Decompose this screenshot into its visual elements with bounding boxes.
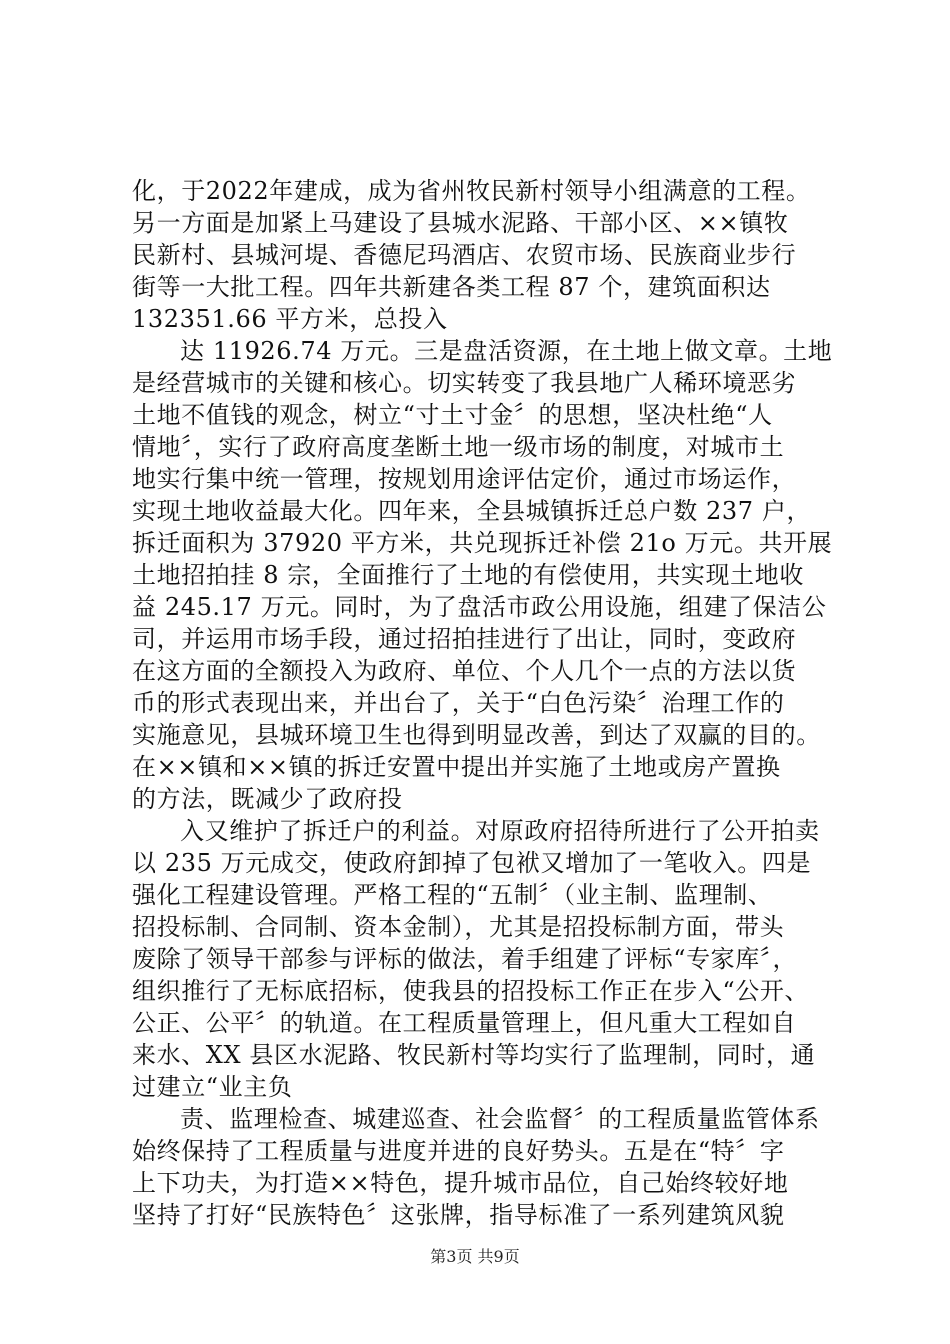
text-line: 132351.66 平方米，总投入 (132, 305, 448, 333)
text-line: 化，于2022年建成，成为省州牧民新村领导小组满意的工程。 (132, 177, 811, 205)
text-line: 土地招拍挂 8 宗，全面推行了土地的有偿使用，共实现土地收 (132, 561, 804, 589)
paragraph-start-line: 入又维护了拆迁户的利益。对原政府招待所进行了公开拍卖 (180, 817, 820, 845)
paragraph-start-line: 达 11926.74 万元。三是盘活资源，在土地上做文章。土地 (180, 337, 833, 365)
text-line: 街等一大批工程。四年共新建各类工程 87 个，建筑面积达 (132, 273, 771, 301)
text-line: 上下功夫，为打造××特色，提升城市品位，自己始终较好地 (132, 1169, 789, 1197)
text-line: 废除了领导干部参与评标的做法，着手组建了评标“专家库〞， (132, 945, 798, 973)
text-line: 益 245.17 万元。同时，为了盘活市政公用设施，组建了保洁公 (132, 593, 827, 621)
text-line: 司，并运用市场手段，通过招拍挂进行了出让，同时，变政府 (132, 625, 797, 653)
text-line: 在这方面的全额投入为政府、单位、个人几个一点的方法以货 (132, 657, 797, 685)
text-line: 组织推行了无标底招标，使我县的招投标工作正在步入“公开、 (132, 977, 810, 1005)
text-line: 拆迁面积为 37920 平方米，共兑现拆迁补偿 21o 万元。共开展 (132, 529, 833, 557)
text-line: 土地不值钱的观念，树立“寸土寸金〞的思想，坚决杜绝“人 (132, 401, 773, 429)
text-line: 来水、XX 县区水泥路、牧民新村等均实行了监理制，同时，通 (132, 1041, 816, 1069)
text-line: 在××镇和××镇的拆迁安置中提出并实施了土地或房产置换 (132, 753, 781, 781)
text-line: 的方法，既减少了政府投 (132, 785, 403, 813)
text-line: 坚持了打好“民族特色〞这张牌，指导标准了一系列建筑风貌 (132, 1201, 785, 1229)
text-line: 情地〞，实行了政府高度垄断土地一级市场的制度，对城市土 (132, 433, 785, 461)
text-line: 实施意见，县城环境卫生也得到明显改善，到达了双赢的目的。 (132, 721, 821, 749)
text-line: 实现土地收益最大化。四年来，全县城镇拆迁总户数 237 户， (132, 497, 812, 525)
page-number-footer: 第3页 共9页 (430, 1247, 520, 1266)
text-line: 过建立“业主负 (132, 1073, 293, 1101)
text-line: 始终保持了工程质量与进度并进的良好势头。五是在“特〞字 (132, 1137, 785, 1165)
text-line: 另一方面是加紧上马建设了县城水泥路、干部小区、××镇牧 (132, 209, 789, 237)
text-line: 币的形式表现出来，并出台了，关于“白色污染〞治理工作的 (132, 689, 785, 717)
text-line: 公正、公平〞的轨道。在工程质量管理上，但凡重大工程如自 (132, 1009, 797, 1037)
text-line: 招投标制、合同制、资本金制），尤其是招投标制方面，带头 (132, 913, 785, 941)
text-line: 强化工程建设管理。严格工程的“五制〞（业主制、监理制、 (132, 881, 773, 909)
text-line: 地实行集中统一管理，按规划用途评估定价，通过市场运作， (132, 465, 797, 493)
text-line: 是经营城市的关键和核心。切实转变了我县地广人稀环境恶劣 (132, 369, 797, 397)
paragraph-start-line: 责、监理检查、城建巡查、社会监督〞的工程质量监管体系 (180, 1105, 820, 1133)
text-line: 以 235 万元成交，使政府卸掉了包袱又增加了一笔收入。四是 (132, 849, 812, 877)
text-line: 民新村、县城河堤、香德尼玛酒店、农贸市场、民族商业步行 (132, 241, 797, 269)
